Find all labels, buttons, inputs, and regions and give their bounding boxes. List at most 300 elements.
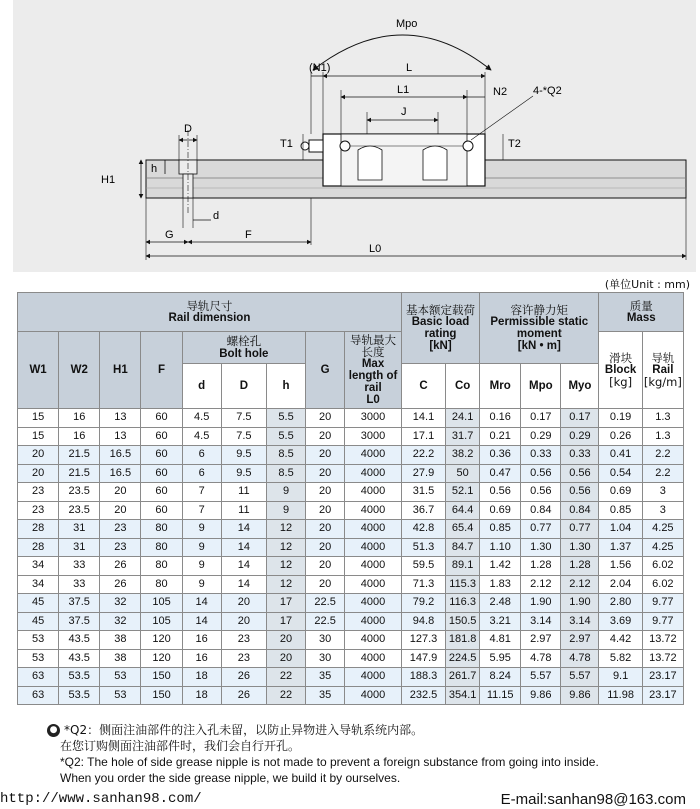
table-cell: 20 — [306, 483, 345, 502]
table-cell: 4.78 — [561, 649, 599, 668]
table-cell: 0.56 — [561, 464, 599, 483]
table-body — [18, 409, 684, 705]
bullet-icon: ● — [47, 724, 60, 737]
table-cell: 0.69 — [480, 501, 521, 520]
table-cell: 9 — [182, 575, 221, 594]
table-cell: 24.1 — [446, 409, 480, 428]
table-cell: 20 — [306, 446, 345, 465]
table-cell: 20 — [267, 649, 306, 668]
table-cell: 150 — [141, 686, 182, 705]
table-cell: 17 — [267, 612, 306, 631]
header-myo: Myo — [561, 364, 599, 409]
table-cell: 12 — [267, 520, 306, 539]
table-cell: 0.85 — [599, 501, 642, 520]
table-row — [18, 483, 684, 502]
table-cell: 23 — [221, 649, 266, 668]
label-t1: T1 — [280, 138, 293, 150]
table-cell: 23 — [100, 538, 141, 557]
table-cell: 5.5 — [267, 427, 306, 446]
label-q2: 4-*Q2 — [533, 85, 562, 97]
header-f: F — [141, 332, 182, 409]
table-cell: 4000 — [345, 464, 402, 483]
table-cell: 9.77 — [642, 594, 683, 613]
table-cell: 3000 — [345, 409, 402, 428]
table-cell: 26 — [100, 557, 141, 576]
table-cell: 20 — [100, 483, 141, 502]
table-cell: 51.3 — [401, 538, 445, 557]
table-row — [18, 409, 684, 428]
table-cell: 2.2 — [642, 464, 683, 483]
table-cell: 5.5 — [267, 409, 306, 428]
header-mass: 质量 Mass — [599, 293, 684, 332]
table-cell: 15 — [18, 427, 59, 446]
table-cell: 63 — [18, 686, 59, 705]
header-basic-load: 基本额定载荷 Basic load rating [kN] — [401, 293, 479, 364]
table-cell: 0.36 — [480, 446, 521, 465]
table-cell: 14 — [221, 538, 266, 557]
table-cell: 20 — [306, 501, 345, 520]
table-cell: 9.86 — [521, 686, 561, 705]
label-d-lower: d — [213, 210, 220, 222]
table-row — [18, 427, 684, 446]
table-cell: 8.24 — [480, 668, 521, 687]
table-cell: 94.8 — [401, 612, 445, 631]
table-cell: 80 — [141, 575, 182, 594]
header-rail-dimension: 导轨尺寸 Rail dimension — [18, 293, 402, 332]
header-mpo: Mpo — [521, 364, 561, 409]
note-line-1: ● *Q2：侧面注油部件的注入孔未留，以防止异物进入导轨系统内部。 — [60, 722, 690, 738]
table-cell: 31 — [59, 520, 100, 539]
table-cell: 22.5 — [306, 612, 345, 631]
table-cell: 9 — [182, 520, 221, 539]
table-cell: 0.17 — [521, 409, 561, 428]
table-cell: 3000 — [345, 427, 402, 446]
table-cell: 5.57 — [521, 668, 561, 687]
label-h1: H1 — [101, 174, 116, 186]
table-cell: 116.3 — [446, 594, 480, 613]
table-cell: 45 — [18, 594, 59, 613]
table-cell: 4000 — [345, 483, 402, 502]
label-d-upper: D — [184, 123, 192, 135]
table-cell: 14 — [182, 594, 221, 613]
table-cell: 147.9 — [401, 649, 445, 668]
table-cell: 22.5 — [306, 594, 345, 613]
table-cell: 20 — [306, 520, 345, 539]
table-cell: 232.5 — [401, 686, 445, 705]
table-cell: 4000 — [345, 501, 402, 520]
table-cell: 6.02 — [642, 575, 683, 594]
table-cell: 14 — [221, 557, 266, 576]
table-cell: 34 — [18, 557, 59, 576]
table-cell: 20 — [306, 575, 345, 594]
table-cell: 0.84 — [561, 501, 599, 520]
table-cell: 150 — [141, 668, 182, 687]
table-cell: 0.84 — [521, 501, 561, 520]
table-cell: 23 — [221, 631, 266, 650]
table-cell: 7.5 — [221, 409, 266, 428]
table-cell: 65.4 — [446, 520, 480, 539]
table-cell: 1.3 — [642, 409, 683, 428]
table-cell: 120 — [141, 631, 182, 650]
label-j: J — [401, 106, 407, 118]
table-cell: 3.21 — [480, 612, 521, 631]
table-cell: 63 — [18, 668, 59, 687]
table-cell: 32 — [100, 594, 141, 613]
dimension-drawing — [13, 0, 696, 272]
table-cell: 4000 — [345, 557, 402, 576]
table-cell: 20 — [221, 612, 266, 631]
table-cell: 84.7 — [446, 538, 480, 557]
table-cell: 261.7 — [446, 668, 480, 687]
table-row — [18, 520, 684, 539]
footer-email-link[interactable]: E-mail:sanhan98@163.com — [500, 791, 686, 808]
table-cell: 0.29 — [561, 427, 599, 446]
table-cell: 50 — [446, 464, 480, 483]
table-cell: 31.7 — [446, 427, 480, 446]
table-cell: 14 — [221, 520, 266, 539]
table-cell: 0.47 — [480, 464, 521, 483]
table-cell: 18 — [182, 686, 221, 705]
table-cell: 188.3 — [401, 668, 445, 687]
rail-spec-table — [17, 292, 684, 705]
table-cell: 60 — [141, 409, 182, 428]
table-cell: 6 — [182, 446, 221, 465]
table-cell: 80 — [141, 520, 182, 539]
table-cell: 22 — [267, 686, 306, 705]
table-cell: 4.78 — [521, 649, 561, 668]
table-cell: 0.54 — [599, 464, 642, 483]
table-cell: 2.04 — [599, 575, 642, 594]
label-n1: (N1) — [309, 62, 331, 74]
table-cell: 0.33 — [561, 446, 599, 465]
header-w2: W2 — [59, 332, 100, 409]
table-row — [18, 557, 684, 576]
table-cell: 9.86 — [561, 686, 599, 705]
table-cell: 14.1 — [401, 409, 445, 428]
table-cell: 3.14 — [561, 612, 599, 631]
table-cell: 17 — [267, 594, 306, 613]
table-cell: 13 — [100, 409, 141, 428]
table-cell: 1.3 — [642, 427, 683, 446]
table-cell: 26 — [221, 686, 266, 705]
table-cell: 0.56 — [521, 464, 561, 483]
table-cell: 12 — [267, 575, 306, 594]
table-row — [18, 686, 684, 705]
label-h-lower: h — [151, 163, 158, 175]
table-cell: 0.16 — [480, 409, 521, 428]
table-cell: 36.7 — [401, 501, 445, 520]
table-cell: 16 — [59, 409, 100, 428]
table-cell: 15 — [18, 409, 59, 428]
header-co: Co — [446, 364, 480, 409]
table-cell: 0.26 — [599, 427, 642, 446]
table-cell: 3 — [642, 483, 683, 502]
table-cell: 13.72 — [642, 631, 683, 650]
table-cell: 23.17 — [642, 686, 683, 705]
table-cell: 31 — [59, 538, 100, 557]
header-max-length: 导轨最大长度 Max length of rail L0 — [345, 332, 402, 409]
table-cell: 9.1 — [599, 668, 642, 687]
table-cell: 9.77 — [642, 612, 683, 631]
note-line-4: When you order the side grease nipple, we build it by ourselves. — [60, 771, 401, 785]
table-cell: 42.8 — [401, 520, 445, 539]
table-cell: 6 — [182, 464, 221, 483]
label-l1: L1 — [397, 84, 410, 96]
table-cell: 23.5 — [59, 483, 100, 502]
table-cell: 9 — [267, 501, 306, 520]
table-cell: 0.85 — [480, 520, 521, 539]
table-cell: 11.15 — [480, 686, 521, 705]
table-cell: 4000 — [345, 520, 402, 539]
table-cell: 4000 — [345, 612, 402, 631]
table-cell: 26 — [221, 668, 266, 687]
table-cell: 0.33 — [521, 446, 561, 465]
table-cell: 60 — [141, 427, 182, 446]
table-cell: 20 — [306, 427, 345, 446]
table-cell: 26 — [100, 575, 141, 594]
table-cell: 38 — [100, 631, 141, 650]
table-cell: 45 — [18, 612, 59, 631]
table-cell: 7 — [182, 483, 221, 502]
table-cell: 5.82 — [599, 649, 642, 668]
label-l0: L0 — [369, 243, 382, 255]
table-row — [18, 631, 684, 650]
table-cell: 4000 — [345, 538, 402, 557]
table-cell: 0.41 — [599, 446, 642, 465]
table-cell: 1.28 — [561, 557, 599, 576]
table-cell: 2.97 — [521, 631, 561, 650]
table-cell: 4000 — [345, 631, 402, 650]
table-cell: 3.69 — [599, 612, 642, 631]
table-cell: 1.42 — [480, 557, 521, 576]
table-cell: 20 — [306, 557, 345, 576]
table-cell: 1.37 — [599, 538, 642, 557]
table-cell: 4000 — [345, 649, 402, 668]
table-cell: 33 — [59, 575, 100, 594]
table-cell: 105 — [141, 612, 182, 631]
table-cell: 6.02 — [642, 557, 683, 576]
table-cell: 38.2 — [446, 446, 480, 465]
table-cell: 9.5 — [221, 464, 266, 483]
note-line-2: 在您订购侧面注油部件时，我们会自行开孔。 — [60, 739, 301, 753]
table-cell: 4000 — [345, 446, 402, 465]
table-cell: 11.98 — [599, 686, 642, 705]
table-cell: 60 — [141, 464, 182, 483]
table-cell: 0.21 — [480, 427, 521, 446]
table-cell: 1.30 — [561, 538, 599, 557]
table-cell: 16.5 — [100, 464, 141, 483]
table-cell: 1.56 — [599, 557, 642, 576]
table-cell: 4000 — [345, 668, 402, 687]
table-cell: 80 — [141, 538, 182, 557]
table-cell: 30 — [306, 631, 345, 650]
table-cell: 2.12 — [521, 575, 561, 594]
table-cell: 60 — [141, 446, 182, 465]
table-cell: 181.8 — [446, 631, 480, 650]
table-cell: 17.1 — [401, 427, 445, 446]
table-cell: 53 — [100, 668, 141, 687]
table-cell: 14 — [182, 612, 221, 631]
table-cell: 60 — [141, 483, 182, 502]
table-cell: 23 — [100, 520, 141, 539]
label-mpo: Mpo — [396, 18, 418, 30]
table-cell: 11 — [221, 483, 266, 502]
table-cell: 27.9 — [401, 464, 445, 483]
table-cell: 53 — [100, 686, 141, 705]
table-cell: 5.57 — [561, 668, 599, 687]
table-cell: 37.5 — [59, 612, 100, 631]
label-t2: T2 — [508, 138, 521, 150]
table-cell: 7.5 — [221, 427, 266, 446]
table-cell: 2.80 — [599, 594, 642, 613]
header-g: G — [306, 332, 345, 409]
table-cell: 14 — [221, 575, 266, 594]
table-cell: 53 — [18, 649, 59, 668]
table-cell: 16 — [59, 427, 100, 446]
table-cell: 9 — [182, 538, 221, 557]
table-cell: 1.28 — [521, 557, 561, 576]
table-cell: 22.2 — [401, 446, 445, 465]
table-cell: 53 — [18, 631, 59, 650]
table-cell: 354.1 — [446, 686, 480, 705]
table-cell: 7 — [182, 501, 221, 520]
header-c: C — [401, 364, 445, 409]
table-cell: 4000 — [345, 686, 402, 705]
table-cell: 34 — [18, 575, 59, 594]
table-cell: 21.5 — [59, 464, 100, 483]
table-cell: 5.95 — [480, 649, 521, 668]
table-cell: 4000 — [345, 575, 402, 594]
table-cell: 16 — [182, 631, 221, 650]
table-cell: 0.56 — [521, 483, 561, 502]
table-cell: 38 — [100, 649, 141, 668]
table-cell: 35 — [306, 668, 345, 687]
note-line-3: *Q2: The hole of side grease nipple is not made to prevent a foreign substance from going into inside. — [60, 755, 599, 769]
footer-url-link[interactable]: http://www.sanhan98.com/ — [0, 791, 202, 807]
table-cell: 71.3 — [401, 575, 445, 594]
table-cell: 20 — [306, 464, 345, 483]
table-cell: 1.83 — [480, 575, 521, 594]
table-cell: 64.4 — [446, 501, 480, 520]
table-cell: 60 — [141, 501, 182, 520]
table-cell: 1.90 — [561, 594, 599, 613]
header-h1: H1 — [100, 332, 141, 409]
table-cell: 0.56 — [561, 483, 599, 502]
table-cell: 4.81 — [480, 631, 521, 650]
header-rail: 导轨 Rail [kg/m] — [642, 332, 683, 409]
table-cell: 32 — [100, 612, 141, 631]
table-cell: 2.48 — [480, 594, 521, 613]
table-row — [18, 594, 684, 613]
table-row — [18, 668, 684, 687]
table-cell: 12 — [267, 538, 306, 557]
label-g: G — [165, 229, 174, 241]
table-cell: 8.5 — [267, 446, 306, 465]
table-cell: 224.5 — [446, 649, 480, 668]
table-cell: 120 — [141, 649, 182, 668]
table-cell: 4.5 — [182, 427, 221, 446]
table-cell: 16.5 — [100, 446, 141, 465]
table-cell: 20 — [306, 538, 345, 557]
table-cell: 22 — [267, 668, 306, 687]
table-cell: 20 — [18, 446, 59, 465]
table-cell: 127.3 — [401, 631, 445, 650]
header-bolt-hole: 螺栓孔 Bolt hole — [182, 332, 305, 364]
table-cell: 20 — [267, 631, 306, 650]
table-cell: 1.10 — [480, 538, 521, 557]
table-cell: 150.5 — [446, 612, 480, 631]
table-cell: 28 — [18, 520, 59, 539]
table-cell: 53.5 — [59, 668, 100, 687]
table-cell: 23.5 — [59, 501, 100, 520]
table-cell: 115.3 — [446, 575, 480, 594]
table-cell: 1.90 — [521, 594, 561, 613]
table-cell: 0.29 — [521, 427, 561, 446]
table-cell: 20 — [221, 594, 266, 613]
table-cell: 0.77 — [561, 520, 599, 539]
table-cell: 31.5 — [401, 483, 445, 502]
header-bolt-d: d — [182, 364, 221, 409]
table-cell: 4.5 — [182, 409, 221, 428]
unit-note: (单位Unit : mm) — [604, 278, 690, 291]
header-bolt-D: D — [221, 364, 266, 409]
table-cell: 2.2 — [642, 446, 683, 465]
table-row — [18, 649, 684, 668]
table-cell: 1.30 — [521, 538, 561, 557]
table-cell: 20 — [100, 501, 141, 520]
table-cell: 53.5 — [59, 686, 100, 705]
table-cell: 9 — [267, 483, 306, 502]
table-row — [18, 464, 684, 483]
table-cell: 12 — [267, 557, 306, 576]
label-f: F — [245, 229, 252, 241]
table-cell: 0.77 — [521, 520, 561, 539]
label-n2: N2 — [493, 86, 508, 98]
header-bolt-h: h — [267, 364, 306, 409]
header-w1: W1 — [18, 332, 59, 409]
table-cell: 13.72 — [642, 649, 683, 668]
table-cell: 23 — [18, 501, 59, 520]
table-cell: 80 — [141, 557, 182, 576]
label-l: L — [406, 62, 413, 74]
table-cell: 16 — [182, 649, 221, 668]
guide-drawing-svg — [13, 0, 696, 272]
table-cell: 30 — [306, 649, 345, 668]
table-cell: 3 — [642, 501, 683, 520]
table-cell: 18 — [182, 668, 221, 687]
table-cell: 1.04 — [599, 520, 642, 539]
table-cell: 4.42 — [599, 631, 642, 650]
table-cell: 28 — [18, 538, 59, 557]
table-cell: 2.97 — [561, 631, 599, 650]
table-cell: 0.17 — [561, 409, 599, 428]
table-cell: 4.25 — [642, 538, 683, 557]
notes-block — [49, 722, 690, 786]
table-cell: 20 — [306, 409, 345, 428]
table-cell: 21.5 — [59, 446, 100, 465]
table-cell: 79.2 — [401, 594, 445, 613]
table-row — [18, 612, 684, 631]
table-cell: 0.69 — [599, 483, 642, 502]
table-cell: 0.56 — [480, 483, 521, 502]
table-cell: 4000 — [345, 594, 402, 613]
table-cell: 4.25 — [642, 520, 683, 539]
header-mro: Mro — [480, 364, 521, 409]
table-cell: 52.1 — [446, 483, 480, 502]
table-cell: 43.5 — [59, 649, 100, 668]
table-cell: 9.5 — [221, 446, 266, 465]
table-cell: 23.17 — [642, 668, 683, 687]
